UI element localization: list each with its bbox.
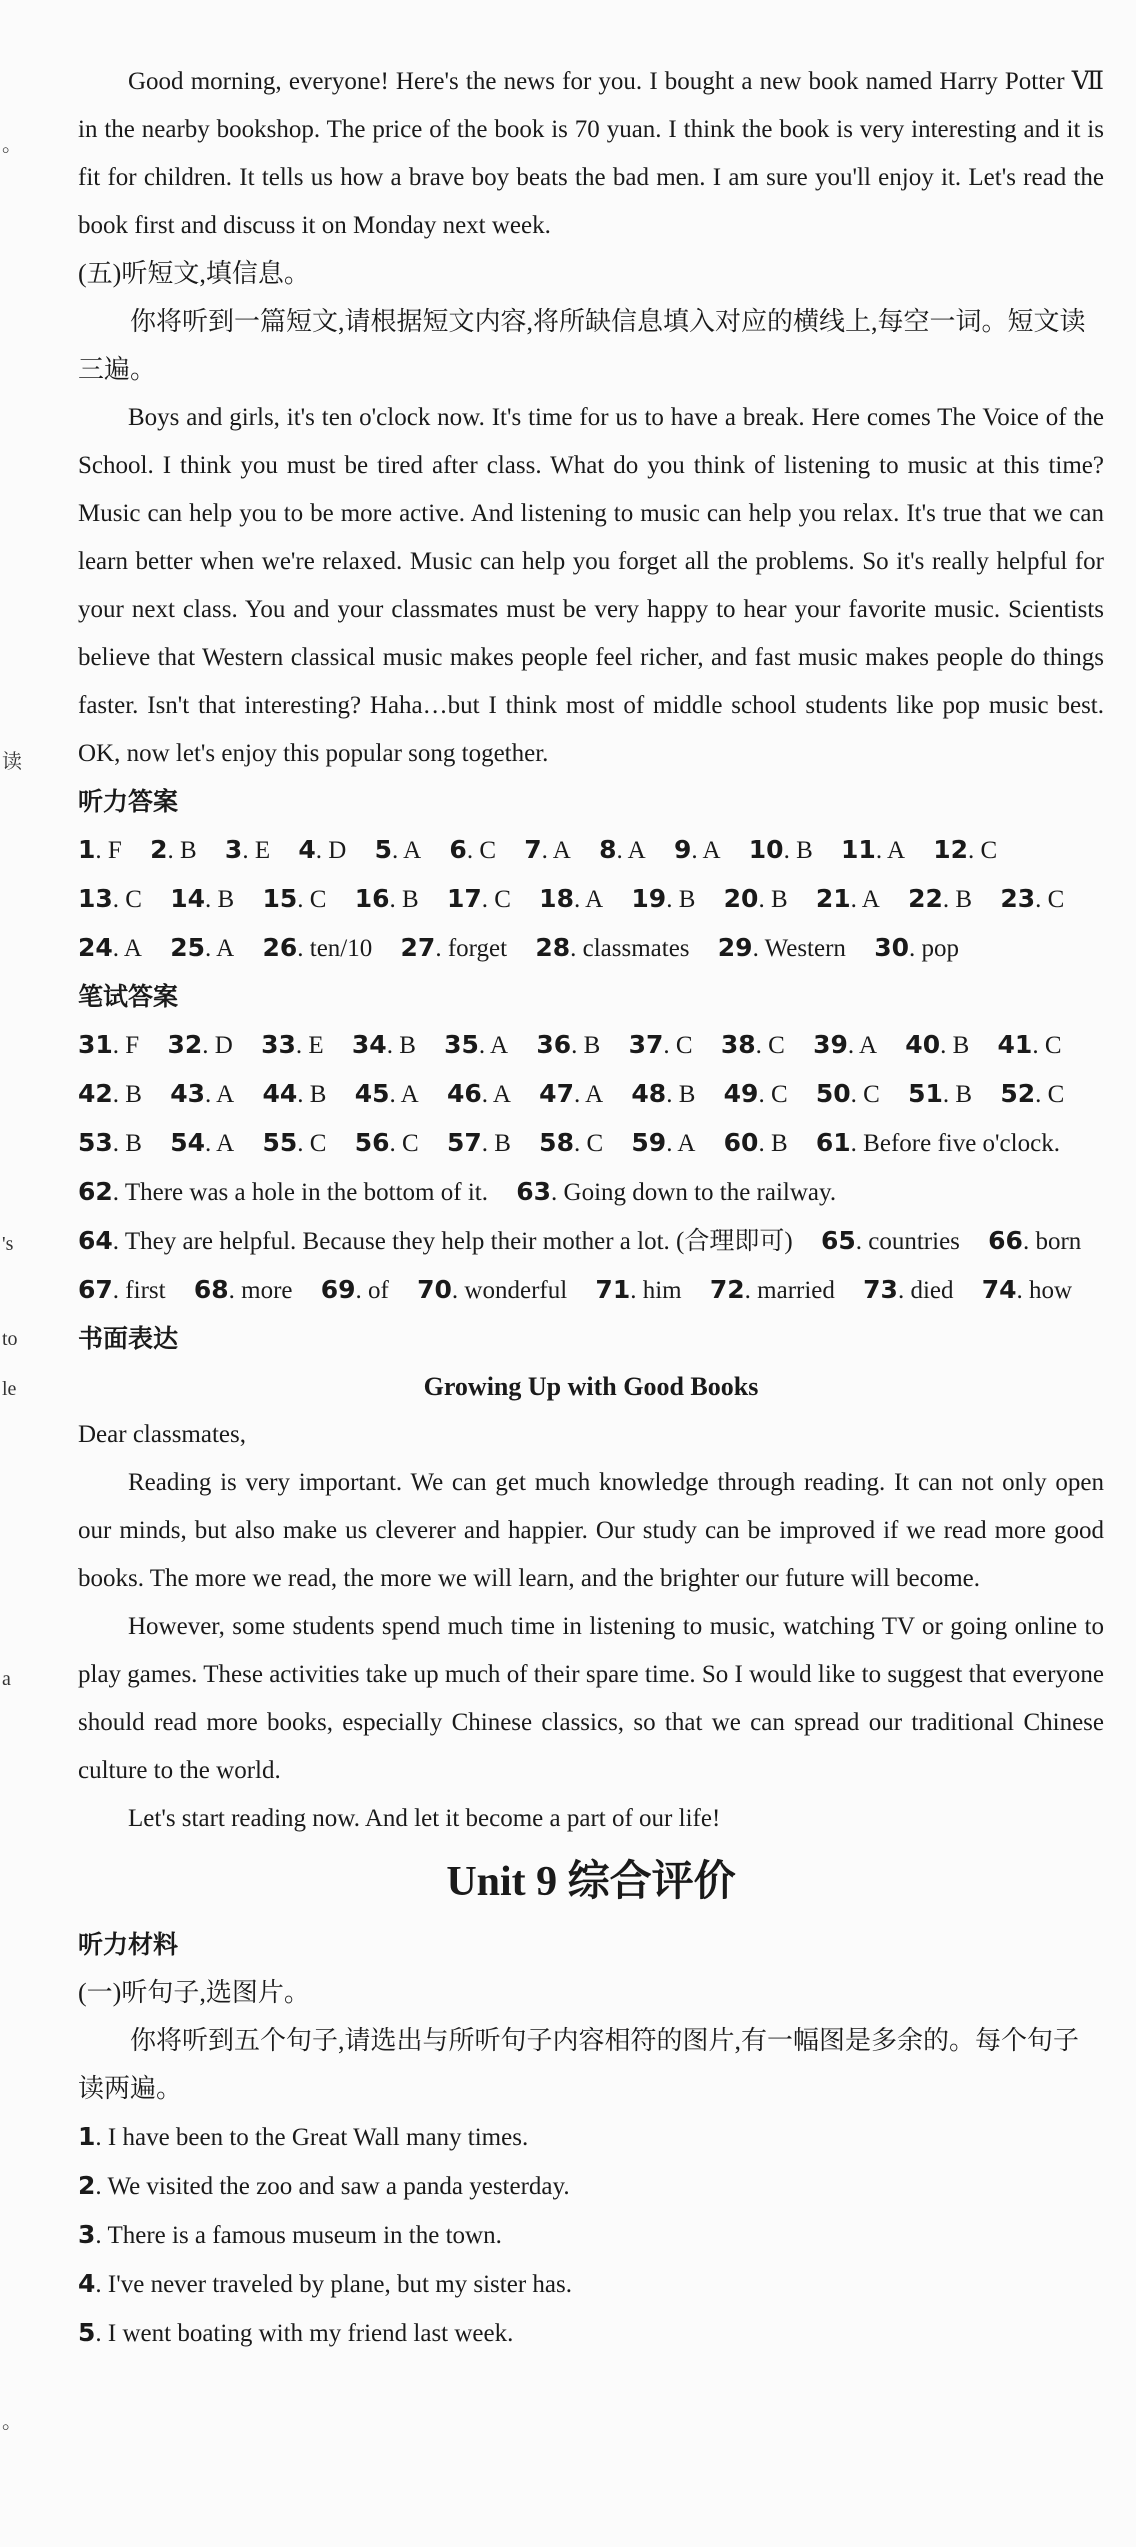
page-content: [78, 58, 1104, 2358]
answer-number: 22: [908, 884, 943, 913]
answer-text: E: [254, 837, 271, 864]
answer-text: A: [216, 1130, 235, 1157]
answer-number: 51: [908, 1079, 943, 1108]
answer-number: 14: [170, 884, 206, 913]
answer-text: A: [216, 1081, 235, 1108]
answer-item: 70. wonderful: [417, 1275, 568, 1304]
answer-number: 52: [1000, 1079, 1036, 1108]
answer-item: 68. more: [193, 1275, 293, 1304]
answer-item: 18. A: [539, 884, 604, 913]
answer-text: They are helpful. Because they help their mother a lot. (合理即可): [124, 1228, 793, 1255]
answer-item: 2. B: [150, 835, 197, 864]
answer-number: 33: [261, 1030, 296, 1059]
listening-sentence: 5. I went boating with my friend last week.: [78, 2318, 514, 2347]
answer-number: 61: [815, 1128, 851, 1157]
answer-number: 13: [78, 884, 113, 913]
answer-number: 41: [997, 1030, 1033, 1059]
answer-number: 28: [535, 933, 571, 962]
answer-number: 64: [78, 1226, 113, 1255]
answer-number: 59: [631, 1128, 667, 1157]
answer-text: C: [768, 1032, 785, 1059]
answer-item: 13. C: [78, 884, 142, 913]
answer-item: 10. B: [748, 835, 813, 864]
answer-number: 11: [841, 835, 876, 864]
answer-item: 74. how: [981, 1275, 1073, 1304]
answer-number: 49: [723, 1079, 759, 1108]
answer-text: B: [955, 886, 973, 913]
sentence-text: There is a famous museum in the town.: [107, 2222, 502, 2249]
listening-sentence: 4. I've never traveled by plane, but my sister has.: [78, 2269, 572, 2298]
answer-number: 38: [720, 1030, 756, 1059]
answer-item: 30. pop: [874, 933, 959, 962]
answer-item: 4. D: [298, 835, 347, 864]
answer-number: 4: [298, 835, 316, 864]
answer-text: B: [796, 837, 813, 864]
answer-text: B: [125, 1081, 142, 1108]
answer-text: Going down to the railway.: [563, 1179, 837, 1206]
answer-number: 6: [449, 835, 467, 864]
listening-sentence: 3. There is a famous museum in the town.: [78, 2220, 502, 2249]
answer-number: 35: [444, 1030, 479, 1059]
answer-number: 53: [78, 1128, 113, 1157]
answer-item: 33. E: [261, 1030, 324, 1059]
answer-number: 43: [170, 1079, 206, 1108]
answer-item: 62. There was a hole in the bottom of it.: [78, 1177, 488, 1206]
answer-number: 17: [446, 884, 482, 913]
answer-number: 36: [536, 1030, 572, 1059]
answer-item: 3. E: [224, 835, 271, 864]
answer-number: 68: [193, 1275, 229, 1304]
answer-number: 48: [631, 1079, 667, 1108]
answer-text: A: [702, 837, 721, 864]
answer-number: 16: [354, 884, 390, 913]
answer-item: 49. C: [723, 1079, 788, 1108]
answer-item: 51. B: [908, 1079, 973, 1108]
answer-item: 28. classmates: [535, 933, 690, 962]
answer-number: 18: [539, 884, 574, 913]
unit-title: Unit 9 综合评价: [446, 1859, 736, 1905]
answer-number: 9: [673, 835, 692, 864]
answer-item: 14. B: [170, 884, 235, 913]
answer-item: 47. A: [539, 1079, 604, 1108]
answer-item: 8. A: [599, 835, 646, 864]
answer-text: A: [552, 837, 571, 864]
answer-number: 46: [446, 1079, 482, 1108]
margin-fragment: le: [2, 1378, 17, 1400]
answer-number: 21: [815, 884, 851, 913]
answer-text: C: [1047, 886, 1065, 913]
section-5-passage: Boys and girls, it's ten o'clock now. It's time for us to have a break. Here comes The Voice of the School. I think you must be tired after class. What do you think of listening to music at this time? Music can help you to be more active. And listening to music can help you relax. It's true that we can learn better when we're relaxed. Music can help you forget all the problems. So it's really helpful for your next class. You and your classmates must be very happy to hear your favorite music. Scientists believe that Western classical music makes people feel richer, and fast music makes people do things faster. Isn't that interesting? Haha…but I think most of middle school students like pop music best. OK, now let's enjoy this popular song together.: [78, 404, 1104, 767]
answer-item: 71. him: [595, 1275, 682, 1304]
answer-item: 61. Before five o'clock.: [815, 1128, 1060, 1157]
answer-item: 6. C: [449, 835, 496, 864]
sentence-text: I went boating with my friend last week.: [107, 2320, 514, 2347]
answer-text: E: [308, 1032, 324, 1059]
answer-item: 17. C: [446, 884, 511, 913]
answer-item: 1. F: [78, 835, 122, 864]
answer-text: B: [179, 837, 197, 864]
answer-item: 42. B: [78, 1079, 142, 1108]
answer-text: B: [678, 886, 696, 913]
listening-sentence: 2. We visited the zoo and saw a panda yesterday.: [78, 2171, 570, 2200]
answer-item: 20. B: [723, 884, 788, 913]
answer-number: 44: [262, 1079, 298, 1108]
answer-number: 66: [988, 1226, 1023, 1255]
answer-item: 25. A: [170, 933, 235, 962]
answer-text: wonderful: [464, 1277, 568, 1304]
answer-text: born: [1035, 1228, 1082, 1255]
answer-number: 19: [631, 884, 667, 913]
answer-item: 48. B: [631, 1079, 696, 1108]
answer-text: B: [955, 1081, 973, 1108]
answer-number: 27: [400, 933, 436, 962]
part-1-heading: (一)听句子,选图片。: [78, 1978, 310, 2007]
answer-number: 32: [167, 1030, 203, 1059]
margin-fragment: 's: [2, 1233, 14, 1255]
answer-item: 35. A: [444, 1030, 509, 1059]
margin-fragment: a: [2, 1668, 11, 1690]
answer-text: C: [586, 1130, 604, 1157]
answer-item: 64. They are helpful. Because they help their mother a lot. (合理即可): [78, 1226, 793, 1255]
answer-item: 16. B: [354, 884, 419, 913]
answer-item: 11. A: [841, 835, 905, 864]
answer-number: 40: [905, 1030, 941, 1059]
margin-fragment: 读: [2, 751, 22, 773]
answer-item: 63. Going down to the railway.: [516, 1177, 837, 1206]
answer-item: 24. A: [78, 933, 142, 962]
answer-item: 55. C: [262, 1128, 327, 1157]
answer-item: 15. C: [262, 884, 327, 913]
answer-text: B: [309, 1081, 327, 1108]
answer-text: C: [980, 837, 998, 864]
answer-text: C: [1044, 1032, 1062, 1059]
sentence-number: 2: [78, 2171, 96, 2200]
answer-number: 1: [78, 835, 96, 864]
answer-text: Before five o'clock.: [863, 1130, 1060, 1157]
answer-number: 45: [354, 1079, 390, 1108]
answer-number: 57: [446, 1128, 482, 1157]
answer-item: 45. A: [354, 1079, 419, 1108]
answer-text: first: [125, 1277, 166, 1304]
answer-item: 50. C: [815, 1079, 880, 1108]
answer-text: forget: [447, 935, 508, 962]
answer-text: C: [494, 886, 511, 913]
answer-text: A: [216, 935, 235, 962]
sentence-list: [78, 2113, 1104, 2358]
answer-item: 57. B: [446, 1128, 511, 1157]
answer-number: 7: [524, 835, 542, 864]
answer-number: 65: [820, 1226, 856, 1255]
answer-text: B: [770, 886, 788, 913]
answer-number: 54: [170, 1128, 206, 1157]
answer-text: died: [910, 1277, 954, 1304]
sentence-number: 1: [78, 2122, 96, 2151]
answer-text: C: [770, 1081, 788, 1108]
margin-fragment: 。: [2, 134, 22, 156]
answer-number: 67: [78, 1275, 113, 1304]
answer-text: B: [678, 1081, 696, 1108]
answer-item: 29. Western: [717, 933, 846, 962]
answer-item: 23. C: [1000, 884, 1065, 913]
answer-item: 31. F: [78, 1030, 140, 1059]
answer-text: C: [479, 837, 496, 864]
answer-text: married: [757, 1277, 835, 1304]
answer-number: 56: [354, 1128, 390, 1157]
part-1-instructions: 你将听到五个句子,请选出与所听句子内容相符的图片,有一幅图是多余的。每个句子读两遍。: [78, 2026, 1080, 2103]
answer-text: classmates: [582, 935, 690, 962]
listening-answers: [78, 826, 1104, 973]
answer-text: him: [642, 1277, 682, 1304]
answer-text: Western: [764, 935, 846, 962]
sentence-text: I've never traveled by plane, but my sister has.: [107, 2271, 572, 2298]
answer-item: 7. A: [524, 835, 571, 864]
answer-number: 5: [374, 835, 392, 864]
answer-number: 24: [78, 933, 113, 962]
answer-number: 8: [599, 835, 617, 864]
answer-number: 30: [874, 933, 909, 962]
answer-number: 29: [717, 933, 753, 962]
answer-number: 23: [1000, 884, 1036, 913]
answer-text: A: [403, 837, 422, 864]
answer-text: C: [125, 886, 142, 913]
answer-text: B: [125, 1130, 142, 1157]
answer-text: A: [490, 1032, 509, 1059]
answer-item: 67. first: [78, 1275, 166, 1304]
answer-number: 72: [709, 1275, 745, 1304]
answer-item: 46. A: [446, 1079, 511, 1108]
essay-salutation: Dear classmates,: [78, 1421, 246, 1448]
margin-fragment: to: [2, 1328, 18, 1350]
answer-item: 36. B: [536, 1030, 601, 1059]
answer-item: 52. C: [1000, 1079, 1065, 1108]
written-answers: [78, 1021, 1104, 1315]
answer-item: 41. C: [997, 1030, 1062, 1059]
answer-item: 9. A: [673, 835, 721, 864]
answer-item: 73. died: [863, 1275, 954, 1304]
answer-text: C: [402, 1130, 419, 1157]
answer-text: A: [585, 886, 604, 913]
answer-item: 40. B: [905, 1030, 970, 1059]
written-answers-heading: 笔试答案: [78, 982, 179, 1011]
essay-paragraph: Reading is very important. We can get much knowledge through reading. It can not only open our minds, but also make us cleverer and happier. Our study can be improved if we read more good books. The more we read, the more we will learn, and the brighter our future will become.: [78, 1469, 1104, 1592]
news-paragraph: Good morning, everyone! Here's the news for you. I bought a new book named Harry Potter Ⅶ in the nearby bookshop. The price of the book is 70 yuan. I think the book is very interesting and it is fit for children. It tells us how a brave boy beats the bad men. I am sure you'll enjoy it. Let's read the book first and discuss it on Monday next week.: [78, 68, 1104, 239]
answer-number: 62: [78, 1177, 113, 1206]
answer-item: 59. A: [631, 1128, 696, 1157]
answer-item: 27. forget: [400, 933, 508, 962]
answer-text: ten/10: [309, 935, 373, 962]
answer-number: 20: [723, 884, 759, 913]
answer-item: 44. B: [262, 1079, 327, 1108]
sentence-number: 5: [78, 2318, 96, 2347]
answer-number: 42: [78, 1079, 113, 1108]
answer-item: 5. A: [374, 835, 422, 864]
answer-text: F: [125, 1032, 140, 1059]
answer-text: B: [399, 1032, 416, 1059]
answer-text: of: [368, 1277, 389, 1304]
answer-number: 39: [813, 1030, 848, 1059]
answer-number: 73: [863, 1275, 898, 1304]
answer-number: 71: [595, 1275, 631, 1304]
answer-text: how: [1029, 1277, 1073, 1304]
answer-text: A: [861, 886, 880, 913]
answer-text: A: [627, 837, 646, 864]
answer-text: A: [123, 935, 142, 962]
answer-number: 70: [417, 1275, 452, 1304]
answer-text: D: [214, 1032, 233, 1059]
answer-number: 31: [78, 1030, 113, 1059]
answer-text: countries: [868, 1228, 960, 1255]
section-5-instructions: 你将听到一篇短文,请根据短文内容,将所缺信息填入对应的横线上,每空一词。短文读三遍。: [78, 307, 1086, 384]
answer-number: 12: [933, 835, 969, 864]
answer-text: B: [494, 1130, 511, 1157]
answer-number: 55: [262, 1128, 298, 1157]
listening-sentence: 1. I have been to the Great Wall many times.: [78, 2122, 529, 2151]
answer-item: 22. B: [908, 884, 973, 913]
answer-text: pop: [921, 935, 959, 962]
answer-text: more: [241, 1277, 293, 1304]
answer-item: 39. A: [813, 1030, 878, 1059]
answer-text: A: [492, 1081, 511, 1108]
sentence-number: 4: [78, 2269, 96, 2298]
answer-item: 43. A: [170, 1079, 235, 1108]
answer-text: C: [1047, 1081, 1065, 1108]
answer-text: C: [309, 1130, 327, 1157]
answer-item: 58. C: [539, 1128, 604, 1157]
answer-number: 3: [224, 835, 243, 864]
answer-item: 65. countries: [820, 1226, 960, 1255]
answer-number: 34: [351, 1030, 387, 1059]
answer-text: B: [583, 1032, 601, 1059]
answer-item: 66. born: [988, 1226, 1082, 1255]
answer-number: 69: [320, 1275, 356, 1304]
answer-text: B: [217, 886, 235, 913]
sentence-number: 3: [78, 2220, 96, 2249]
answer-item: 26. ten/10: [262, 933, 373, 962]
answer-text: B: [402, 886, 419, 913]
answer-item: 56. C: [354, 1128, 419, 1157]
answer-item: 21. A: [815, 884, 880, 913]
answer-item: 34. B: [351, 1030, 416, 1059]
answer-item: 72. married: [709, 1275, 835, 1304]
answer-text: A: [400, 1081, 419, 1108]
answer-number: 74: [981, 1275, 1017, 1304]
essay-paragraph: Let's start reading now. And let it become a part of our life!: [128, 1805, 721, 1832]
sentence-text: I have been to the Great Wall many times.: [107, 2124, 529, 2151]
answer-item: 12. C: [933, 835, 998, 864]
answer-item: 38. C: [720, 1030, 785, 1059]
answer-text: F: [107, 837, 122, 864]
listening-material-heading: 听力材料: [78, 1930, 179, 1959]
answer-item: 69. of: [320, 1275, 389, 1304]
answer-number: 37: [628, 1030, 664, 1059]
sentence-text: We visited the zoo and saw a panda yesterday.: [107, 2173, 570, 2200]
answer-item: 53. B: [78, 1128, 142, 1157]
answer-item: 32. D: [167, 1030, 233, 1059]
answer-text: C: [863, 1081, 880, 1108]
answer-text: A: [858, 1032, 878, 1059]
answer-text: D: [328, 837, 347, 864]
answer-number: 26: [262, 933, 298, 962]
answer-number: 25: [170, 933, 206, 962]
answer-number: 50: [815, 1079, 851, 1108]
answer-text: C: [675, 1032, 693, 1059]
answer-number: 2: [150, 835, 168, 864]
answer-number: 10: [748, 835, 784, 864]
answer-item: 37. C: [628, 1030, 693, 1059]
listening-answers-heading: 听力答案: [78, 787, 179, 816]
answer-number: 60: [723, 1128, 759, 1157]
answer-text: There was a hole in the bottom of it.: [124, 1179, 488, 1206]
answer-text: B: [770, 1130, 788, 1157]
answer-number: 47: [539, 1079, 574, 1108]
answer-text: B: [952, 1032, 970, 1059]
answer-text: A: [886, 837, 905, 864]
writing-heading: 书面表达: [78, 1324, 179, 1353]
answer-number: 63: [516, 1177, 552, 1206]
answer-text: A: [677, 1130, 696, 1157]
answer-item: 19. B: [631, 884, 696, 913]
answer-number: 15: [262, 884, 298, 913]
essay-title: Growing Up with Good Books: [423, 1372, 759, 1401]
margin-fragment: 。: [2, 2411, 22, 2433]
answer-text: A: [585, 1081, 604, 1108]
answer-item: 60. B: [723, 1128, 788, 1157]
essay-paragraph: However, some students spend much time in listening to music, watching TV or going online to play games. These activities take up much of their spare time. So I would like to suggest that everyone should read more books, especially Chinese classics, so that we can spread our traditional Chinese culture to the world.: [78, 1613, 1104, 1784]
answer-number: 58: [539, 1128, 574, 1157]
section-5-heading: (五)听短文,填信息。: [78, 259, 310, 288]
answer-text: C: [309, 886, 327, 913]
answer-item: 54. A: [170, 1128, 235, 1157]
